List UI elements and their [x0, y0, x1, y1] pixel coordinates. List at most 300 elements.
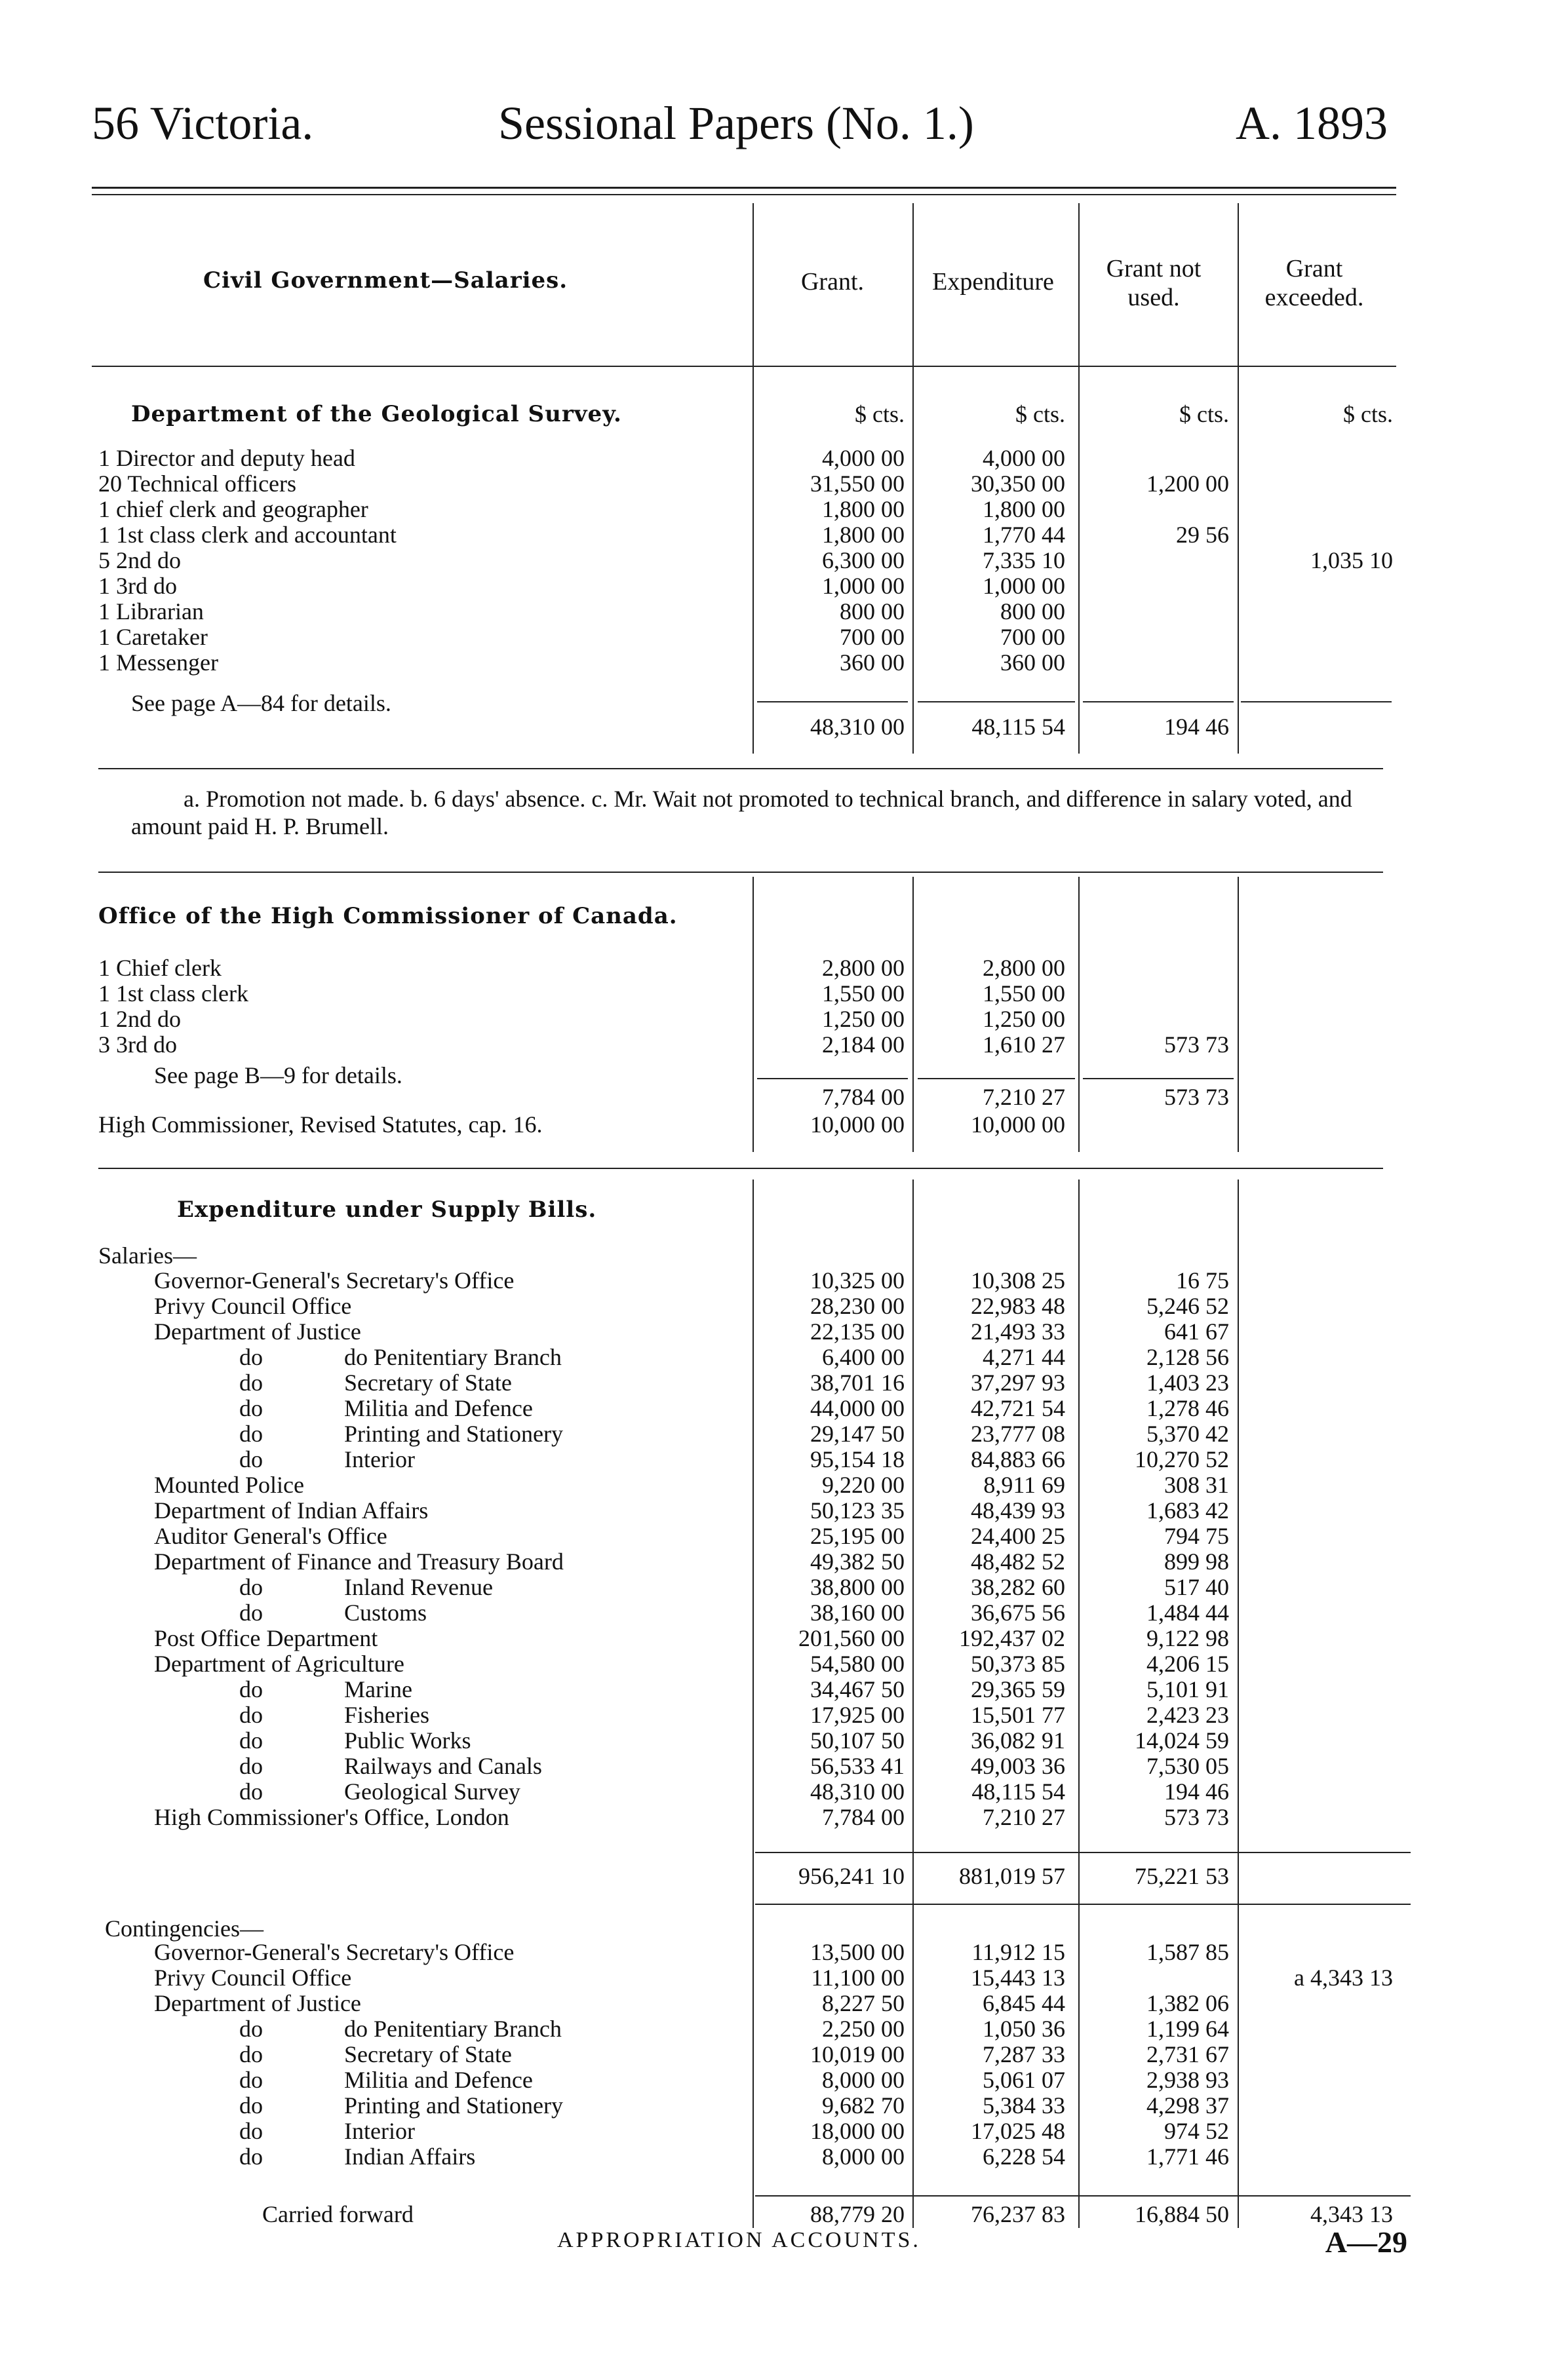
table-row	[0, 1345, 1545, 1370]
row-grant: 1,000 00	[822, 573, 905, 599]
row-grant: 50,123 35	[810, 1497, 905, 1524]
row-grant: 1,550 00	[822, 980, 905, 1007]
row-grant: 9,220 00	[822, 1472, 905, 1498]
row-expenditure: 800 00	[1000, 598, 1065, 624]
section-rule	[98, 872, 1383, 873]
row-label	[154, 1447, 415, 1472]
row-grant: 49,382 50	[810, 1548, 905, 1575]
table-row	[0, 2042, 1545, 2067]
row-not-used: 794 75	[1164, 1523, 1229, 1549]
footnotes: a. Promotion not made. b. 6 days' absence. c. Mr. Wait not promoted to technical branch, and difference in salary voted, and amount paid H. P. Brumell.	[131, 786, 1352, 839]
header-rule	[92, 366, 1396, 367]
salaries-total-grant: 956,241 10	[798, 1863, 905, 1889]
row-label-text: Printing and Stationery	[344, 1421, 563, 1447]
table-row	[0, 955, 1545, 981]
row-grant: 6,400 00	[822, 1344, 905, 1370]
total-grant: 7,784 00	[822, 1084, 905, 1110]
session-label: 56 Victoria.	[92, 97, 314, 149]
ditto-mark: do	[239, 2016, 263, 2042]
table-row	[0, 1421, 1545, 1447]
row-expenditure: 1,000 00	[983, 573, 1065, 599]
section-title-supply: Expenditure under Supply Bills.	[177, 1197, 597, 1223]
row-label	[154, 1779, 520, 1805]
row-expenditure: 6,228 54	[983, 2143, 1065, 2170]
table-row	[0, 497, 1545, 522]
row-label: 1 Messenger	[98, 649, 218, 676]
row-grant: 22,135 00	[810, 1318, 905, 1345]
table-row	[0, 1396, 1545, 1421]
row-label-text: Marine	[344, 1676, 412, 1702]
table-row	[0, 1447, 1545, 1472]
row-grant: 2,800 00	[822, 955, 905, 981]
ditto-mark: do	[239, 1344, 263, 1370]
row-expenditure: 15,501 77	[971, 1702, 1065, 1728]
row-grant: 56,533 41	[810, 1753, 905, 1779]
sum-line	[1241, 701, 1392, 702]
row-grant: 18,000 00	[810, 2118, 905, 2144]
row-expenditure: 48,115 54	[971, 1778, 1065, 1805]
row-expenditure: 10,308 25	[971, 1267, 1065, 1294]
row-label	[154, 1396, 533, 1421]
currency-label: $ cts.	[1343, 401, 1393, 427]
row-label-text: do Penitentiary Branch	[344, 2016, 562, 2042]
row-not-used: 2,423 23	[1146, 1702, 1229, 1728]
row-not-used: 10,270 52	[1135, 1446, 1229, 1472]
carried-forward-label: Carried forward	[262, 2201, 414, 2227]
row-grant: 44,000 00	[810, 1395, 905, 1421]
row-grant: 201,560 00	[798, 1625, 905, 1651]
table-row	[0, 1498, 1545, 1524]
row-grant: 48,310 00	[810, 1778, 905, 1805]
row-grant: 25,195 00	[810, 1523, 905, 1549]
table-row	[0, 548, 1545, 573]
total-not-used: 573 73	[1164, 1084, 1229, 1110]
ditto-mark: do	[239, 1727, 263, 1754]
row-label	[154, 1549, 564, 1575]
row-label-text: Privy Council Office	[154, 1293, 352, 1319]
row-expenditure: 24,400 25	[971, 1523, 1065, 1549]
row-not-used: 1,484 44	[1146, 1600, 1229, 1626]
row-label-text: Privy Council Office	[154, 1965, 352, 1991]
row-grant: 700 00	[840, 624, 905, 650]
row-grant: 28,230 00	[810, 1293, 905, 1319]
row-expenditure: 11,912 15	[971, 1939, 1065, 1965]
row-not-used: 7,530 05	[1146, 1753, 1229, 1779]
row-not-used: 1,683 42	[1146, 1497, 1229, 1524]
row-label-text: Fisheries	[344, 1702, 429, 1728]
row-grant: 6,300 00	[822, 547, 905, 573]
row-not-used: 1,587 85	[1146, 1939, 1229, 1965]
ditto-mark: do	[239, 1702, 263, 1728]
table-row	[0, 1600, 1545, 1626]
year-label: A. 1893	[1236, 97, 1388, 149]
row-label-text: Militia and Defence	[344, 2067, 533, 2093]
row-not-used: 573 73	[1164, 1031, 1229, 1058]
carried-exceeded: 4,343 13	[1310, 2201, 1393, 2227]
row-label	[154, 2119, 415, 2144]
salaries-total-not-used: 75,221 53	[1135, 1863, 1229, 1889]
table-row	[0, 1032, 1545, 1058]
table-row	[0, 1549, 1545, 1575]
ditto-mark: do	[239, 1676, 263, 1702]
total-row	[0, 714, 1545, 740]
total-expenditure: 48,115 54	[971, 714, 1065, 740]
row-label-text: do Penitentiary Branch	[344, 1344, 562, 1370]
row-expenditure: 1,800 00	[983, 496, 1065, 522]
row-label	[154, 1965, 351, 1991]
row-label	[154, 1677, 412, 1702]
sum-line	[757, 701, 908, 702]
total-not-used: 194 46	[1164, 714, 1229, 740]
carried-grant: 88,779 20	[810, 2201, 905, 2227]
row-not-used: 5,246 52	[1146, 1293, 1229, 1319]
row-label-text: Interior	[344, 1446, 415, 1472]
row-not-used: 14,024 59	[1135, 1727, 1229, 1754]
row-label	[154, 2067, 533, 2093]
row-label-text: Interior	[344, 2118, 415, 2144]
table-row	[0, 2067, 1545, 2093]
contingencies-heading: Contingencies—	[105, 1915, 264, 1942]
row-label-text: Department of Agriculture	[154, 1651, 404, 1677]
row-not-used: 16 75	[1176, 1267, 1229, 1294]
table-row	[0, 1294, 1545, 1319]
row-label	[154, 2042, 512, 2067]
ditto-mark: do	[239, 1370, 263, 1396]
row-expenditure: 29,365 59	[971, 1676, 1065, 1702]
row-expenditure: 1,610 27	[983, 1031, 1065, 1058]
total-expenditure: 7,210 27	[983, 1084, 1065, 1110]
row-not-used: 4,206 15	[1146, 1651, 1229, 1677]
table-row	[0, 599, 1545, 624]
row-expenditure: 5,384 33	[983, 2092, 1065, 2119]
table-row	[0, 1370, 1545, 1396]
row-label: 1 1st class clerk	[98, 980, 248, 1007]
ditto-mark: do	[239, 2067, 263, 2093]
row-expenditure: 49,003 36	[971, 1753, 1065, 1779]
row-label: 1 Chief clerk	[98, 955, 222, 981]
page-number: A—29	[1325, 2225, 1407, 2259]
row-grant: 8,000 00	[822, 2143, 905, 2170]
carried-expenditure: 76,237 83	[971, 2201, 1065, 2227]
row-grant: 2,184 00	[822, 1031, 905, 1058]
table-row	[0, 1728, 1545, 1754]
table-row	[0, 471, 1545, 497]
table-row	[0, 981, 1545, 1007]
sum-line	[1083, 1078, 1234, 1079]
statute-grant: 10,000 00	[810, 1111, 905, 1138]
table-row	[0, 2016, 1545, 2042]
row-not-used: 2,938 93	[1146, 2067, 1229, 2093]
row-grant: 11,100 00	[811, 1965, 905, 1991]
row-label-text: Printing and Stationery	[344, 2092, 563, 2119]
row-grant: 10,325 00	[810, 1267, 905, 1294]
row-expenditure: 36,675 56	[971, 1600, 1065, 1626]
row-not-used: 1,403 23	[1146, 1370, 1229, 1396]
table-row	[0, 1702, 1545, 1728]
row-grant: 1,250 00	[822, 1006, 905, 1032]
row-not-used: 5,370 42	[1146, 1421, 1229, 1447]
salaries-total-row	[0, 1864, 1545, 1889]
table-row	[0, 1524, 1545, 1549]
table-row	[0, 446, 1545, 471]
currency-label: $ cts.	[1179, 401, 1229, 427]
row-not-used: 1,278 46	[1146, 1395, 1229, 1421]
row-expenditure: 1,550 00	[983, 980, 1065, 1007]
row-expenditure: 192,437 02	[959, 1625, 1065, 1651]
row-expenditure: 5,061 07	[983, 2067, 1065, 2093]
row-expenditure: 4,000 00	[983, 445, 1065, 471]
row-label	[154, 1319, 361, 1345]
row-label-text: Department of Finance and Treasury Board	[154, 1548, 564, 1575]
total-row	[0, 1084, 1545, 1110]
row-grant: 10,019 00	[810, 2041, 905, 2067]
table-row	[0, 1940, 1545, 1965]
row-label: 1 Director and deputy head	[98, 445, 355, 471]
table-row	[0, 1779, 1545, 1805]
row-grant: 17,925 00	[810, 1702, 905, 1728]
row-expenditure: 7,287 33	[983, 2041, 1065, 2067]
row-expenditure: 37,297 93	[971, 1370, 1065, 1396]
row-grant: 4,000 00	[822, 445, 905, 471]
row-expenditure: 36,082 91	[971, 1727, 1065, 1754]
table-row	[0, 1991, 1545, 2016]
row-label	[154, 1421, 563, 1447]
row-expenditure: 700 00	[1000, 624, 1065, 650]
row-label-text: Governor-General's Secretary's Office	[154, 1939, 515, 1965]
row-expenditure: 48,482 52	[971, 1548, 1065, 1575]
row-label-text: Secretary of State	[344, 1370, 512, 1396]
row-label-text: Geological Survey	[344, 1778, 520, 1805]
ditto-mark: do	[239, 1753, 263, 1779]
statute-label: High Commissioner, Revised Statutes, cap. 16.	[98, 1111, 543, 1138]
statute-row	[0, 1112, 1545, 1138]
row-grant: 29,147 50	[810, 1421, 905, 1447]
sum-line	[755, 1852, 1411, 1853]
ditto-mark: do	[239, 2041, 263, 2067]
ditto-mark: do	[239, 1574, 263, 1600]
row-not-used: 899 98	[1164, 1548, 1229, 1575]
row-label	[154, 1940, 514, 1965]
row-label-text: Department of Indian Affairs	[154, 1497, 429, 1524]
row-label	[154, 1345, 562, 1370]
row-expenditure: 21,493 33	[971, 1318, 1065, 1345]
row-label	[154, 1600, 427, 1626]
row-label-text: Inland Revenue	[344, 1574, 493, 1600]
row-label-text: Department of Justice	[154, 1990, 361, 2016]
row-not-used: 1,200 00	[1146, 470, 1229, 497]
row-expenditure: 6,845 44	[983, 1990, 1065, 2016]
sum-line	[755, 2195, 1411, 2197]
carried-forward-row	[0, 2202, 1545, 2227]
col-exceeded-header: Grant exceeded.	[1264, 255, 1364, 311]
row-grant: 1,800 00	[822, 496, 905, 522]
row-grant: 7,784 00	[822, 1804, 905, 1830]
table-row	[0, 2093, 1545, 2119]
col-expenditure-header: Expenditure	[932, 268, 1054, 296]
row-label-text: Public Works	[344, 1727, 471, 1754]
table-title: Civil Government—Salaries.	[203, 267, 568, 294]
top-rule	[92, 187, 1396, 189]
row-grant: 95,154 18	[810, 1446, 905, 1472]
row-expenditure: 7,335 10	[983, 547, 1065, 573]
row-grant: 38,800 00	[810, 1574, 905, 1600]
row-label	[154, 1805, 509, 1830]
statute-expenditure: 10,000 00	[971, 1111, 1065, 1138]
table-row	[0, 1575, 1545, 1600]
total-grant: 48,310 00	[810, 714, 905, 740]
row-label: 1 3rd do	[98, 573, 177, 599]
sum-line	[918, 1078, 1075, 1079]
row-expenditure: 2,800 00	[983, 955, 1065, 981]
row-grant: 2,250 00	[822, 2016, 905, 2042]
section-rule	[98, 1168, 1383, 1169]
sum-line	[918, 701, 1075, 702]
row-exceeded: 1,035 10	[1310, 547, 1393, 573]
row-expenditure: 48,439 93	[971, 1497, 1065, 1524]
row-label	[154, 1370, 512, 1396]
section-rule	[98, 768, 1383, 769]
row-grant: 360 00	[840, 649, 905, 676]
row-not-used: 641 67	[1164, 1318, 1229, 1345]
row-label	[154, 1728, 471, 1754]
ditto-mark: do	[239, 2143, 263, 2170]
sum-line	[1083, 701, 1234, 702]
row-grant: 1,800 00	[822, 522, 905, 548]
table-row	[0, 1805, 1545, 1830]
row-expenditure: 42,721 54	[971, 1395, 1065, 1421]
row-not-used: 5,101 91	[1146, 1676, 1229, 1702]
row-label: 1 Librarian	[98, 598, 204, 624]
row-label	[154, 1294, 351, 1319]
row-expenditure: 38,282 60	[971, 1574, 1065, 1600]
col-not-used-header: Grant not used.	[1106, 255, 1202, 311]
row-not-used: 4,298 37	[1146, 2092, 1229, 2119]
row-label	[154, 1268, 514, 1294]
see-page-note: See page A—84 for details.	[131, 690, 391, 716]
row-label: 1 1st class clerk and accountant	[98, 522, 397, 548]
row-label-text: Mounted Police	[154, 1472, 304, 1498]
row-label-text: Secretary of State	[344, 2041, 512, 2067]
table-row	[0, 2144, 1545, 2170]
row-grant: 8,227 50	[822, 1990, 905, 2016]
row-label-text: Railways and Canals	[344, 1753, 542, 1779]
row-expenditure: 8,911 69	[983, 1472, 1065, 1498]
table-row	[0, 1319, 1545, 1345]
row-expenditure: 1,250 00	[983, 1006, 1065, 1032]
row-expenditure: 4,271 44	[983, 1344, 1065, 1370]
row-label-text: Indian Affairs	[344, 2143, 476, 2170]
row-label	[154, 2016, 562, 2042]
row-not-used: 974 52	[1164, 2118, 1229, 2144]
ditto-mark: do	[239, 2118, 263, 2144]
table-row	[0, 1965, 1545, 1991]
row-not-used: 194 46	[1164, 1778, 1229, 1805]
salaries-heading: Salaries—	[98, 1242, 197, 1269]
sum-line	[755, 1904, 1411, 1905]
currency-label: $ cts.	[1015, 401, 1065, 427]
table-row	[0, 2119, 1545, 2144]
row-expenditure: 22,983 48	[971, 1293, 1065, 1319]
row-label	[154, 1498, 428, 1524]
row-label: 3 3rd do	[98, 1031, 177, 1058]
row-expenditure: 7,210 27	[983, 1804, 1065, 1830]
row-label-text: Department of Justice	[154, 1318, 361, 1345]
section-title-high-commissioner: Office of the High Commissioner of Canada.	[98, 903, 678, 929]
ditto-mark: do	[239, 1395, 263, 1421]
row-label-text: Post Office Department	[154, 1625, 378, 1651]
ditto-mark: do	[239, 2092, 263, 2119]
row-not-used: 517 40	[1164, 1574, 1229, 1600]
sum-line	[757, 1078, 908, 1079]
ditto-mark: do	[239, 1421, 263, 1447]
row-label	[154, 1626, 378, 1651]
row-expenditure: 360 00	[1000, 649, 1065, 676]
row-label: 1 Caretaker	[98, 624, 208, 650]
row-grant: 38,160 00	[810, 1600, 905, 1626]
row-label: 1 2nd do	[98, 1006, 181, 1032]
row-grant: 50,107 50	[810, 1727, 905, 1754]
ditto-mark: do	[239, 1778, 263, 1805]
row-expenditure: 17,025 48	[971, 2118, 1065, 2144]
publication-title: Sessional Papers (No. 1.)	[498, 97, 974, 149]
ditto-mark: do	[239, 1600, 263, 1626]
row-not-used: 1,199 64	[1146, 2016, 1229, 2042]
row-expenditure: 50,373 85	[971, 1651, 1065, 1677]
row-grant: 31,550 00	[810, 470, 905, 497]
row-not-used: 2,128 56	[1146, 1344, 1229, 1370]
row-label	[154, 2144, 475, 2170]
row-label-text: Auditor General's Office	[154, 1523, 387, 1549]
row-expenditure: 30,350 00	[971, 470, 1065, 497]
table-row	[0, 1626, 1545, 1651]
table-row	[0, 573, 1545, 599]
row-not-used: 1,771 46	[1146, 2143, 1229, 2170]
table-row	[0, 624, 1545, 650]
row-not-used: 573 73	[1164, 1804, 1229, 1830]
table-row	[0, 1754, 1545, 1779]
row-expenditure: 23,777 08	[971, 1421, 1065, 1447]
row-grant: 800 00	[840, 598, 905, 624]
row-not-used: 1,382 06	[1146, 1990, 1229, 2016]
running-footer: APPROPRIATION ACCOUNTS.	[557, 2228, 921, 2252]
row-grant: 38,701 16	[810, 1370, 905, 1396]
row-label: 20 Technical officers	[98, 470, 297, 497]
row-not-used: 9,122 98	[1146, 1625, 1229, 1651]
row-grant: 54,580 00	[810, 1651, 905, 1677]
table-row	[0, 1677, 1545, 1702]
row-not-used: 2,731 67	[1146, 2041, 1229, 2067]
top-rule-2	[92, 194, 1396, 195]
row-label	[154, 2093, 563, 2119]
row-label-text: Customs	[344, 1600, 427, 1626]
table-row	[0, 1472, 1545, 1498]
row-label	[154, 1702, 429, 1728]
table-row	[0, 1268, 1545, 1294]
ditto-mark: do	[239, 1446, 263, 1472]
row-grant: 8,000 00	[822, 2067, 905, 2093]
section-title-geological: Department of the Geological Survey.	[131, 401, 622, 427]
row-expenditure: 1,050 36	[983, 2016, 1065, 2042]
row-not-used: 308 31	[1164, 1472, 1229, 1498]
row-label-text: Governor-General's Secretary's Office	[154, 1267, 515, 1294]
table-row	[0, 522, 1545, 548]
salaries-total-expenditure: 881,019 57	[959, 1863, 1065, 1889]
row-grant: 13,500 00	[810, 1939, 905, 1965]
row-expenditure: 84,883 66	[971, 1446, 1065, 1472]
row-label	[154, 1472, 304, 1498]
row-label-text: High Commissioner's Office, London	[154, 1804, 509, 1830]
col-grant-header: Grant.	[800, 268, 865, 296]
